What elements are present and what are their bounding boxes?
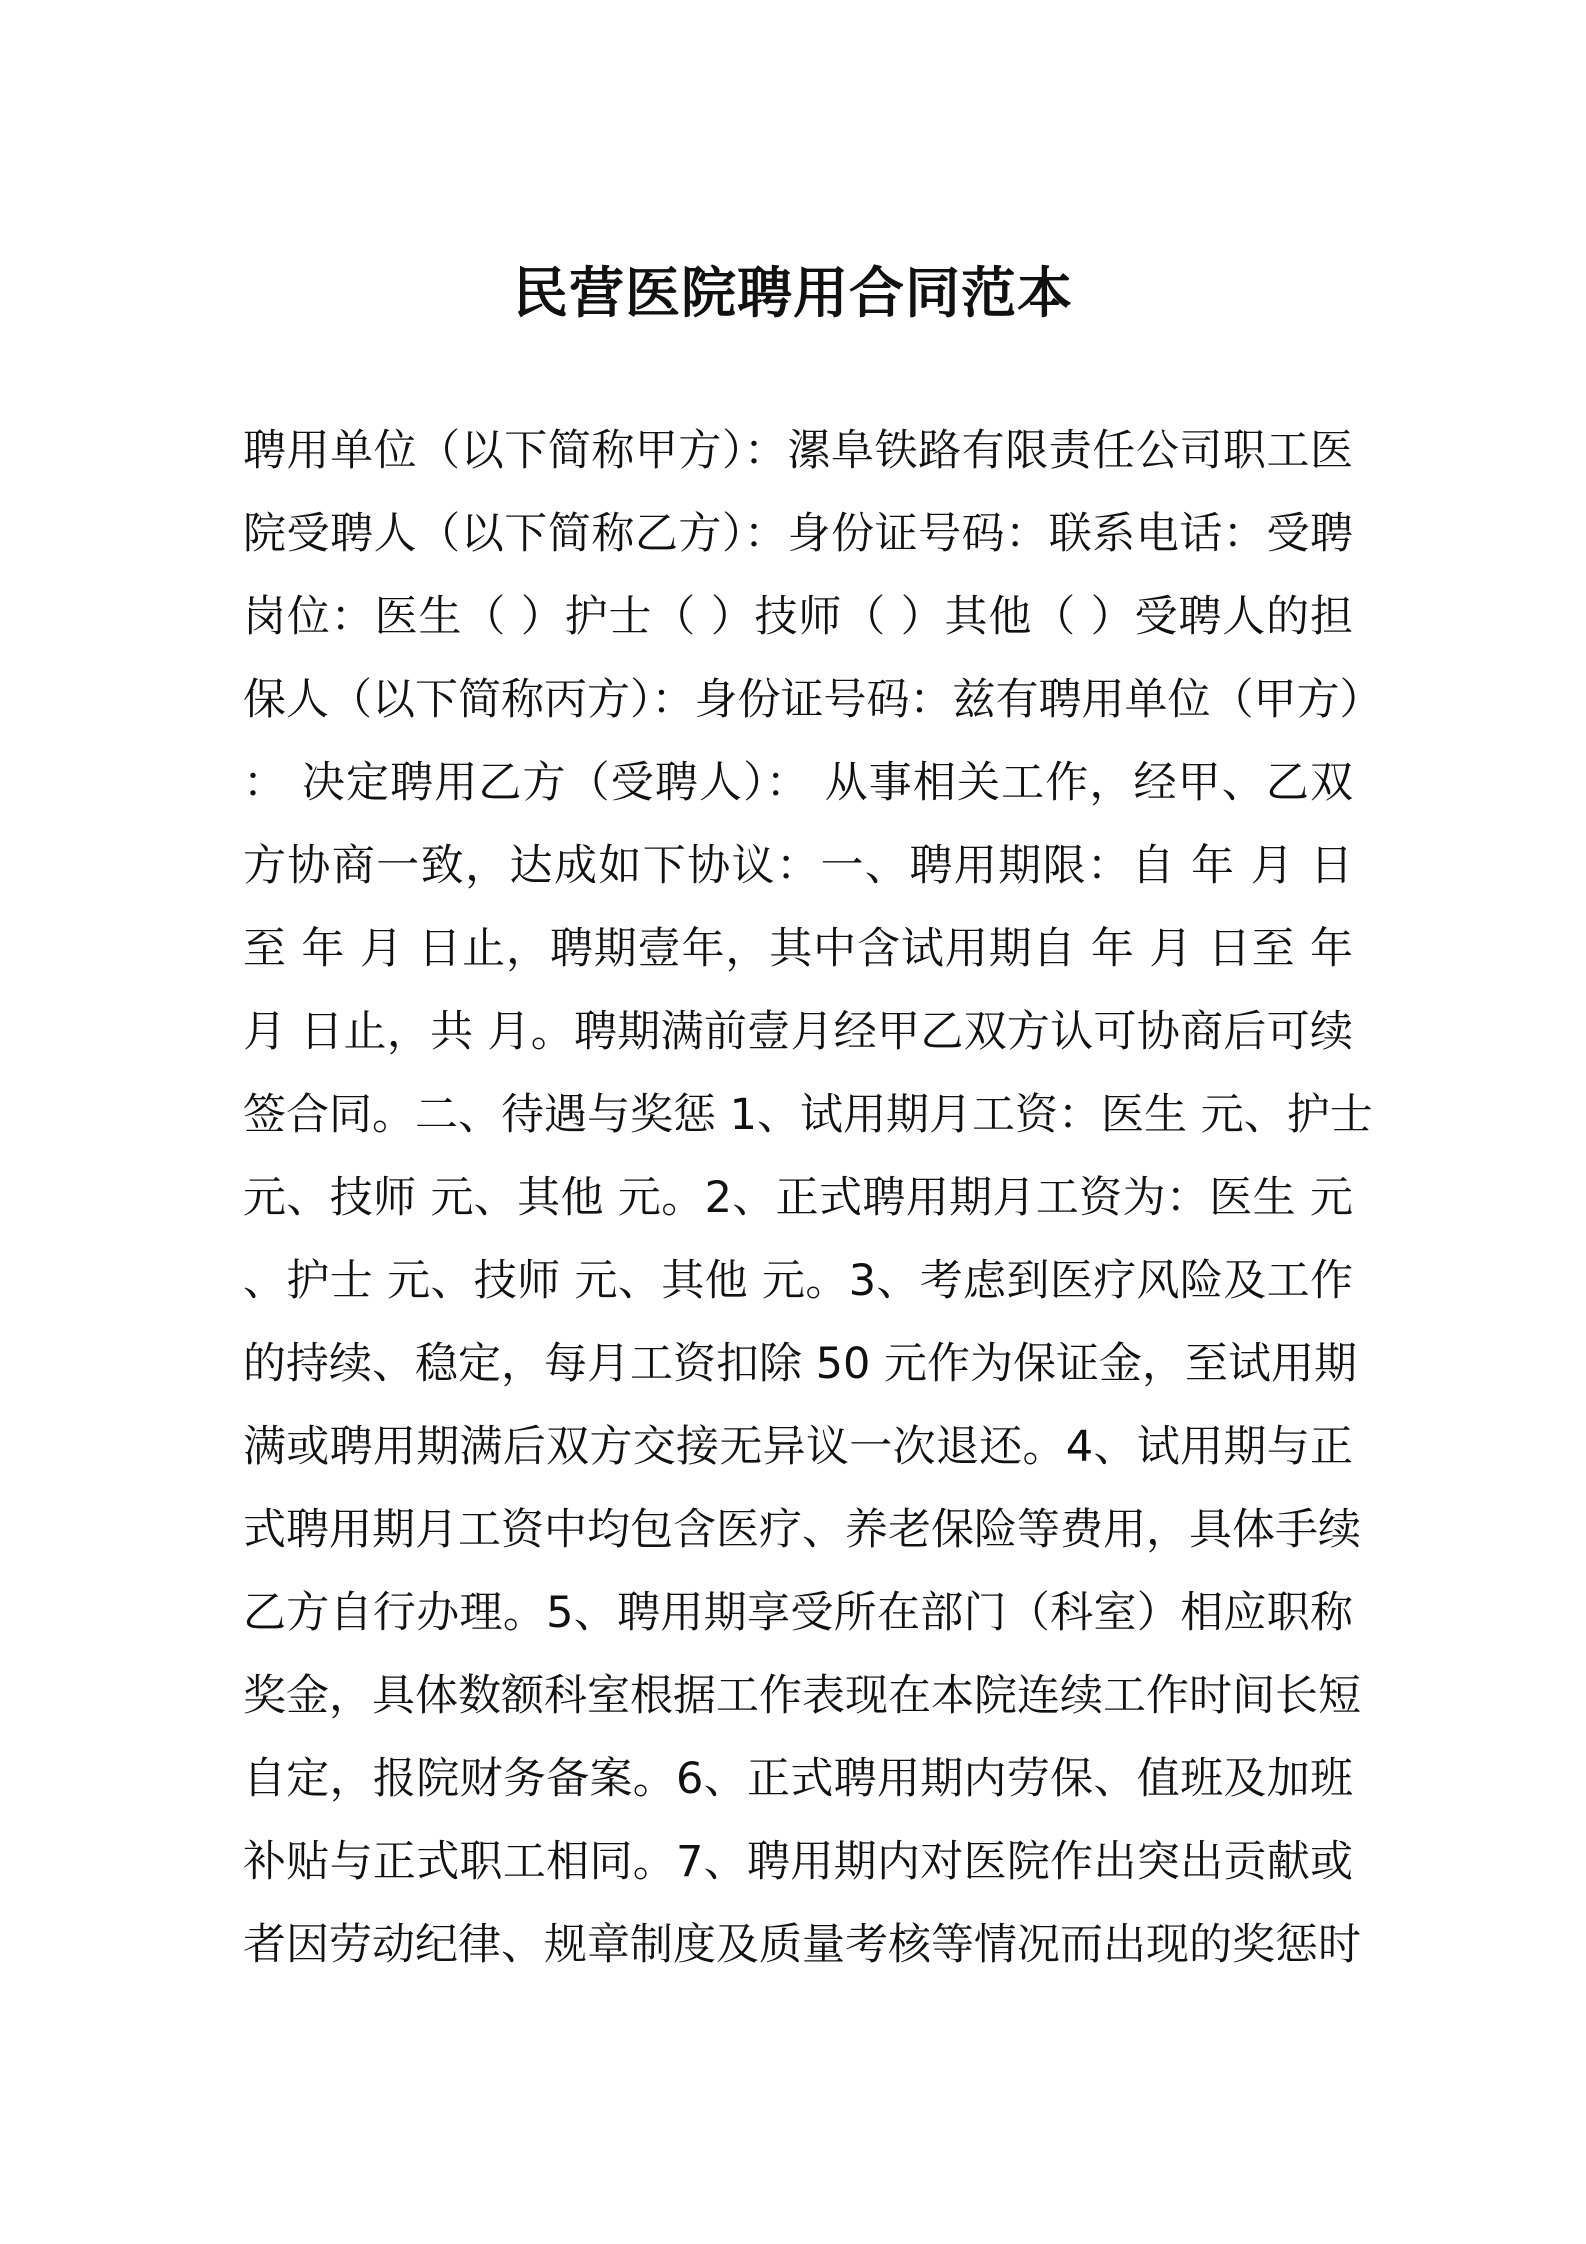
body-line: ： 决定聘用乙方（受聘人）： 从事相关工作，经甲、乙双: [243, 758, 1353, 808]
body-line: 式聘用期月工资中均包含医疗、养老保险等费用，具体手续: [243, 1505, 1361, 1555]
body-line: 补贴与正式职工相同。7、聘用期内对医院作出突出贡献或: [243, 1837, 1353, 1887]
document-title: 民营医院聘用合同范本: [512, 261, 1073, 325]
body-line: 聘用单位（以下简称甲方）：漯阜铁路有限责任公司职工医: [243, 426, 1353, 476]
body-line: 者因劳动纪律、规章制度及质量考核等情况而出现的奖惩时: [243, 1920, 1361, 1970]
body-line: 至 年 月 日止，聘期壹年，其中含试用期自 年 月 日至 年: [243, 924, 1353, 974]
body-line: 满或聘用期满后双方交接无异议一次退还。4、试用期与正: [243, 1422, 1353, 1472]
body-line: 签合同。二、待遇与奖惩 1、试用期月工资：医生 元、护士: [243, 1090, 1373, 1140]
body-line: 乙方自行办理。5、聘用期享受所在部门（科室）相应职称: [243, 1588, 1353, 1638]
body-line: 保人（以下简称丙方）：身份证号码：兹有聘用单位（甲方）: [243, 675, 1383, 725]
body-line: 院受聘人（以下简称乙方）：身份证号码：联系电话：受聘: [243, 509, 1353, 559]
body-line: 自定，报院财务备案。6、正式聘用期内劳保、值班及加班: [243, 1754, 1353, 1804]
body-line: 岗位：医生（ ）护士（ ）技师（ ）其他（ ）受聘人的担: [243, 592, 1353, 642]
body-line: 、护士 元、技师 元、其他 元。3、考虑到医疗风险及工作: [243, 1256, 1353, 1306]
contract-body: [243, 410, 1383, 1987]
body-line: 月 日止，共 月。聘期满前壹月经甲乙双方认可协商后可续: [243, 1007, 1353, 1057]
body-line: 元、技师 元、其他 元。2、正式聘用期月工资为：医生 元: [243, 1173, 1353, 1223]
body-line: 奖金，具体数额科室根据工作表现在本院连续工作时间长短: [243, 1671, 1361, 1721]
body-line: 的持续、稳定，每月工资扣除 50 元作为保证金，至试用期: [243, 1339, 1358, 1389]
body-line: 方协商一致，达成如下协议：一、聘用期限：自 年 月 日: [243, 841, 1353, 891]
